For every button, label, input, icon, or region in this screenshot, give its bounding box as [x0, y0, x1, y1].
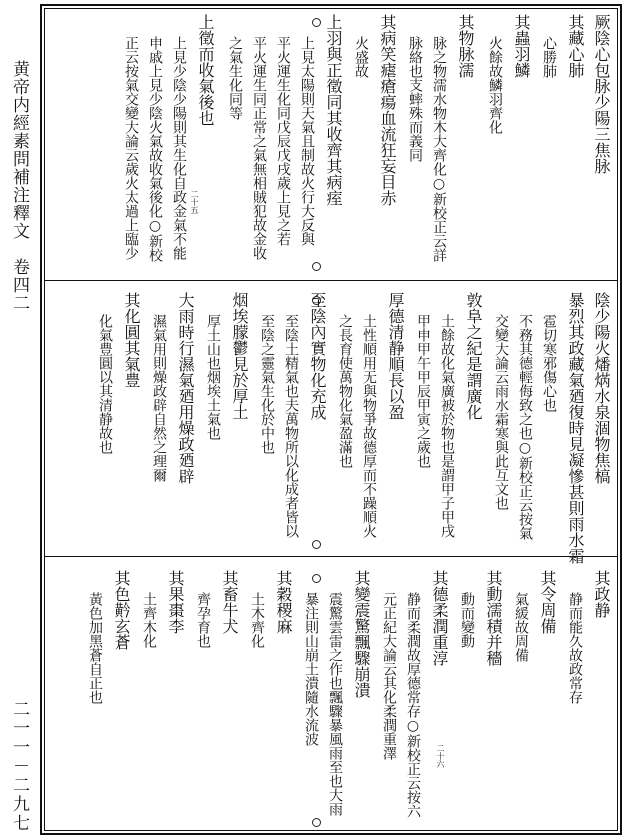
text-column: 元正紀大論云其化柔潤重澤: [381, 592, 397, 760]
register-middle: [52, 292, 612, 564]
text-column: 厥陰心包脉少陽三焦脉: [592, 14, 611, 174]
text-column: 土餘故化氣廣被於物也是謂甲子甲戌: [439, 314, 455, 538]
text-column: 脉絡也支蟀殊而義同: [407, 36, 423, 162]
text-column: 大雨時行濕氣廼用燥政廼辟: [176, 292, 195, 484]
text-column: 静而能久故政常存: [567, 592, 583, 704]
register-divider-2: [44, 556, 618, 557]
text-column: 上徵而收氣後也: [196, 14, 215, 126]
text-column: 震驚雲雷之作也飄驟暴風雨至也大雨: [327, 592, 343, 816]
text-column: 土木齊化: [249, 592, 265, 648]
text-column: 平火運生化同戊辰戊戌歲上見之若: [275, 36, 291, 246]
text-column: 之氣生化同等: [227, 36, 243, 120]
text-column: 齊孕育也: [195, 592, 211, 648]
text-column: 其物脉濡: [456, 14, 475, 78]
register-bottom: [52, 570, 612, 826]
text-column: 至陰土精氣也夫萬物所以化成者皆以: [283, 314, 299, 538]
text-column: 之長育使萬物化氣盈滿也: [337, 314, 353, 468]
register-divider-1: [44, 280, 618, 281]
register-top: [52, 14, 612, 276]
text-column: 至陰之靈氣生化於中也: [259, 314, 275, 454]
text-column: 甲申甲午甲辰甲寅之歲也: [415, 314, 431, 468]
text-column: 其畜牛犬: [220, 570, 239, 634]
page-mark: 二十五: [190, 190, 199, 214]
text-column: 其德柔潤重淳: [430, 570, 449, 666]
text-column: 其蟲羽鱗: [512, 14, 531, 78]
text-column: 土齊木化: [141, 592, 157, 648]
text-column: 陰少陽火燔焫水泉涸物焦槁: [592, 292, 611, 484]
text-column: 火餘故鱗羽齊化: [487, 36, 503, 134]
text-column: 火盛故: [353, 36, 369, 78]
circle-marker: [312, 18, 321, 27]
text-column: 厚德清静順長以盈: [386, 292, 405, 420]
text-column: 其病笑瘧瘡瘍血流狂妄目赤: [378, 14, 397, 206]
text-column: 其政静: [592, 570, 611, 618]
circle-marker: [312, 540, 321, 549]
text-column: 其動濡積并穡: [484, 570, 503, 666]
text-column: 平火運生同正常之氣無相賊犯故金收: [251, 36, 267, 260]
text-column: 脉之物濡水物木大齊化○新校正云詳: [431, 36, 447, 262]
text-column: 正云按氣交變大論云歲火太過上臨少: [123, 36, 139, 260]
circle-marker: [312, 296, 321, 305]
text-column: 黃色加黑蒼自正也: [87, 592, 103, 704]
text-column: 土性順用无與物爭故德厚而不躁順火: [361, 314, 377, 538]
circle-marker: [312, 574, 321, 583]
text-column: 交變大論云雨水霜寒與此互文也: [493, 314, 509, 510]
text-column: 静而柔潤故厚德常存○新校正云按六: [405, 592, 421, 818]
text-column: 其果棗李: [166, 570, 185, 634]
text-column: 暴烈其政藏氣廼復時見凝慘甚則雨水霜: [566, 292, 585, 564]
text-column: 其變震驚飄驟崩潰: [352, 570, 371, 698]
text-column: 氣緩故周備: [513, 592, 529, 662]
text-column: 其藏心肺: [566, 14, 585, 78]
text-column: 上見太陽則天氣且制故火行大反與: [299, 36, 315, 246]
text-column: 申戚上見少陰火氣故收氣後化○新校: [147, 36, 163, 262]
text-column: 不務其德輕侮致之也○新校正云按氣: [517, 314, 533, 540]
text-column: 其化圓其氣豊: [122, 292, 141, 388]
text-column: 心勝肺: [541, 36, 557, 78]
text-column: 暴注則山崩土潰隨水流波: [303, 592, 319, 746]
text-column: 其令周備: [538, 570, 557, 634]
text-column: 烟埃朦鬱見於厚土: [230, 292, 249, 420]
text-column: 敦阜之紀是謂廣化: [464, 292, 483, 420]
side-page-number: 二一一－二九七: [9, 700, 29, 833]
text-column: 動而變動: [459, 592, 475, 648]
text-column: 濕氣用則燥政辟自然之理爾: [151, 314, 167, 482]
text-column: 化氣豊圓以其清静故也: [97, 314, 113, 454]
side-title: 黄帝内經素問補注釋文 卷四二: [9, 60, 29, 312]
text-column: 上羽與正徵同其收齊其病痓: [324, 14, 343, 206]
page-mark: 二十六: [436, 744, 445, 768]
text-column: 雹切寒邪傷心也: [541, 314, 557, 412]
text-column: 至陰內實物化充成: [308, 292, 327, 420]
text-column: 上見少陰少陽則其生化自政金氣不能: [171, 36, 187, 260]
text-column: 其穀稷麻: [274, 570, 293, 634]
text-column: 其色黅玄蒼: [112, 570, 131, 650]
text-column: 厚土山也烟埃土氣也: [205, 314, 221, 440]
circle-marker: [312, 818, 321, 827]
circle-marker: [312, 262, 321, 271]
